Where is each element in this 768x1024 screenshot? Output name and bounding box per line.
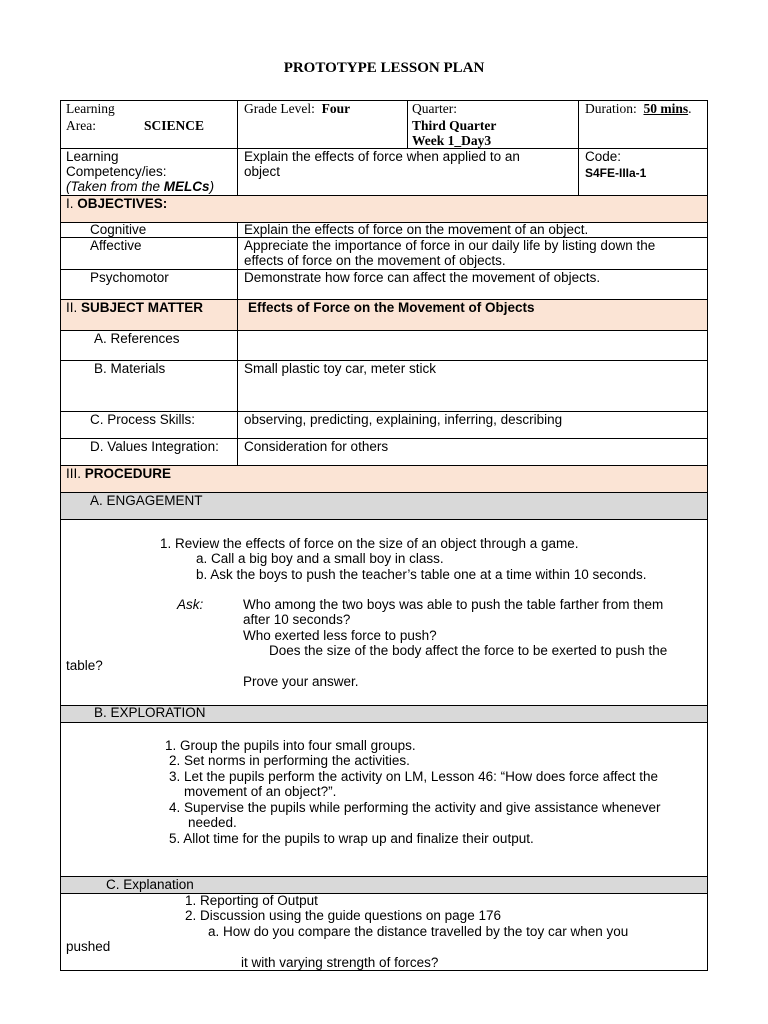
materials-label: B. Materials bbox=[94, 361, 166, 376]
competency-text-2: object bbox=[244, 164, 281, 179]
explanation-item-1: 1. Reporting of Output bbox=[185, 893, 318, 908]
quarter-label: Quarter: bbox=[412, 101, 457, 116]
cognitive-label: Cognitive bbox=[90, 222, 147, 237]
question-1-cont: after 10 seconds? bbox=[243, 612, 351, 627]
code-value: S4FE-IIIa-1 bbox=[585, 166, 647, 180]
question-2: Who exerted less force to push? bbox=[243, 628, 437, 643]
procedure-heading: III. PROCEDURE bbox=[66, 466, 172, 481]
competency-note: (Taken from the MELCs) bbox=[66, 179, 215, 194]
quarter-value: Third Quarter bbox=[412, 118, 497, 133]
question-3-cont: table? bbox=[66, 658, 103, 673]
exploration-item-4: 4. Supervise the pupils while performing the activity and give assistance whenever bbox=[169, 800, 661, 815]
exploration-item-3: 3. Let the pupils perform the activity on LM, Lesson 46: “How does force affect the bbox=[169, 769, 659, 784]
process-skills-label: C. Process Skills: bbox=[90, 412, 196, 427]
subject-matter-topic: Effects of Force on the Movement of Objects bbox=[248, 300, 535, 315]
psychomotor-label: Psychomotor bbox=[90, 270, 169, 285]
values-integration-label: D. Values Integration: bbox=[90, 439, 219, 454]
exploration-item-5: 5. Allot time for the pupils to wrap up and finalize their output. bbox=[169, 831, 534, 846]
affective-text-2: effects of force on the movement of objects. bbox=[244, 253, 506, 268]
materials-value: Small plastic toy car, meter stick bbox=[244, 361, 437, 376]
references-label: A. References bbox=[94, 331, 180, 346]
ask-label: Ask: bbox=[177, 597, 204, 612]
area-label: Area: bbox=[66, 118, 96, 133]
engagement-item-1a: a. Call a big boy and a small boy in class. bbox=[196, 551, 444, 566]
affective-label: Affective bbox=[90, 238, 142, 253]
question-4: Prove your answer. bbox=[243, 674, 359, 689]
explanation-item-2a: a. How do you compare the distance travelled by the toy car when you bbox=[208, 924, 629, 939]
affective-text: Appreciate the importance of force in our daily life by listing down the bbox=[244, 238, 656, 253]
process-skills-value: observing, predicting, explaining, inferring, describing bbox=[244, 412, 563, 427]
question-3: Does the size of the body affect the force to be exerted to push the bbox=[269, 643, 668, 658]
duration: Duration: 50 mins. bbox=[585, 101, 692, 116]
exploration-heading: B. EXPLORATION bbox=[94, 705, 206, 720]
competency-label: Learning bbox=[66, 149, 119, 164]
engagement-heading: A. ENGAGEMENT bbox=[90, 493, 203, 508]
explanation-item-2a-cont-2: it with varying strength of forces? bbox=[241, 955, 439, 970]
exploration-item-4-cont: needed. bbox=[188, 815, 237, 830]
exploration-item-2: 2. Set norms in performing the activities. bbox=[169, 753, 410, 768]
psychomotor-text: Demonstrate how force can affect the movement of objects. bbox=[244, 270, 601, 285]
engagement-item-1b: b. Ask the boys to push the teacher’s table one at a time within 10 seconds. bbox=[196, 567, 647, 582]
exploration-item-3-cont: movement of an object?”. bbox=[184, 784, 337, 799]
explanation-heading: C. Explanation bbox=[106, 877, 194, 892]
exploration-item-1: 1. Group the pupils into four small groups. bbox=[165, 738, 416, 753]
grade-level: Grade Level: Four bbox=[244, 101, 351, 116]
engagement-item-1: 1. Review the effects of force on the size of an object through a game. bbox=[160, 536, 579, 551]
question-1: Who among the two boys was able to push the table farther from them bbox=[243, 597, 664, 612]
subject-matter-heading: II. SUBJECT MATTER bbox=[66, 300, 204, 315]
competency-text: Explain the effects of force when applied to an bbox=[244, 149, 520, 164]
week-value: Week 1_Day3 bbox=[412, 133, 492, 148]
objectives-heading: I. OBJECTIVES: bbox=[66, 196, 168, 211]
cognitive-text: Explain the effects of force on the movement of an object. bbox=[244, 222, 589, 237]
explanation-item-2a-cont: pushed bbox=[66, 939, 111, 954]
page-title: PROTOTYPE LESSON PLAN bbox=[283, 60, 485, 76]
competency-label-2: Competency/ies: bbox=[66, 164, 167, 179]
code-label: Code: bbox=[585, 149, 622, 164]
learning-area-label: Learning bbox=[66, 101, 115, 116]
explanation-item-2: 2. Discussion using the guide questions on page 176 bbox=[185, 908, 501, 923]
area-value: SCIENCE bbox=[144, 118, 205, 133]
values-integration-value: Consideration for others bbox=[244, 439, 389, 454]
